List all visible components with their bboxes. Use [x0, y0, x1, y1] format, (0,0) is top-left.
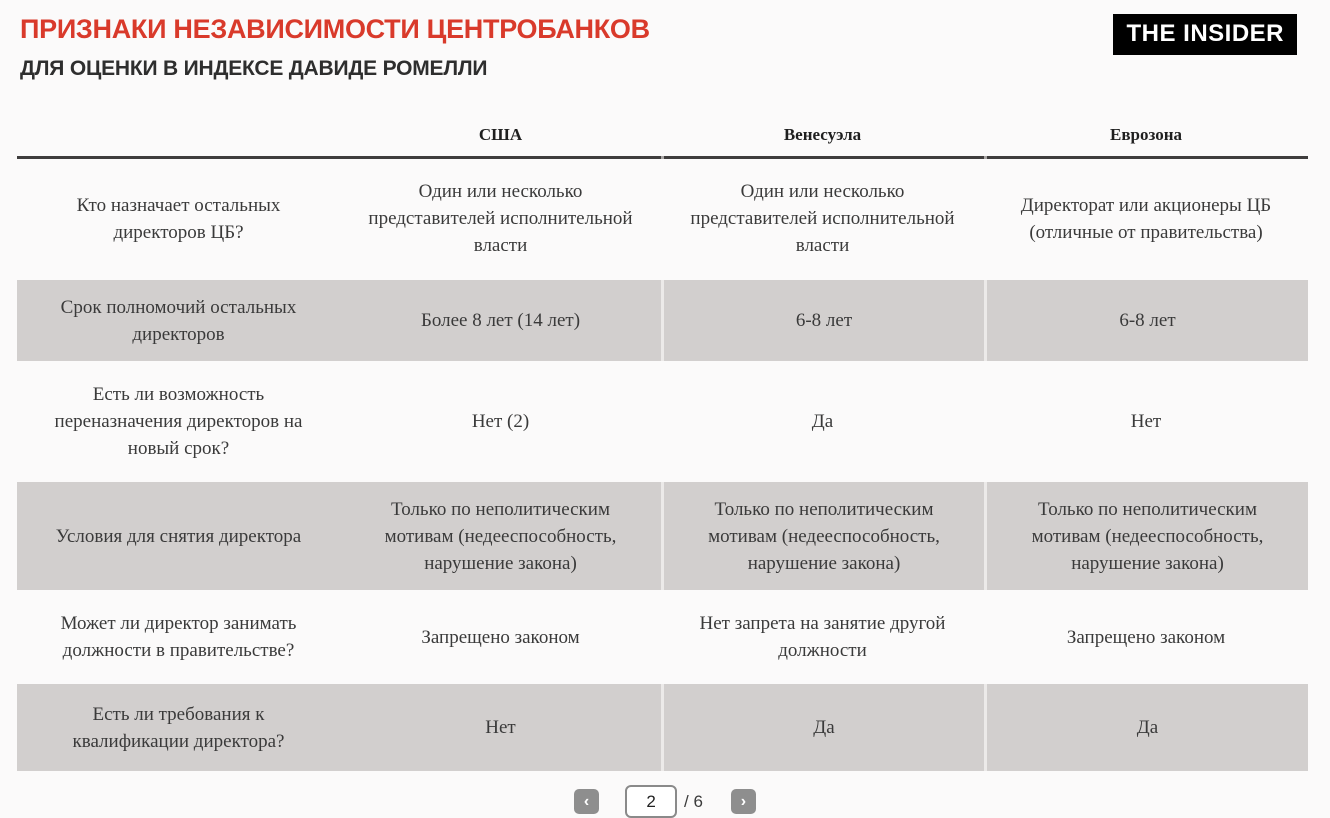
row-label: Кто назначает остальных директоров ЦБ?: [76, 194, 281, 243]
page-total-label: / 6: [684, 791, 703, 811]
column-header-venezuela: Венесуэла: [783, 124, 862, 144]
row-label: Есть ли возможность переназначения директоров на новый срок?: [54, 384, 303, 459]
column-header-eurozone: Еврозона: [1109, 124, 1182, 144]
cell-venezuela: Один или несколько представителей исполнительной власти: [690, 181, 955, 256]
header-rule: [17, 156, 1308, 159]
cell-usa: Нет: [485, 717, 516, 738]
title-block: [20, 14, 650, 81]
page-subtitle: ДЛЯ ОЦЕНКИ В ИНДЕКСЕ ДАВИДЕ РОМЕЛЛИ: [20, 57, 488, 80]
row-label: Срок полномочий остальных директоров: [60, 296, 297, 345]
cell-venezuela: Нет запрета на занятие другой должности: [699, 613, 946, 661]
cell-usa: Запрещено законом: [421, 626, 580, 648]
cell-venezuela: Только по неполитическим мотивам (недееспособность, нарушение закона): [661, 482, 984, 590]
next-page-button[interactable]: [731, 789, 756, 814]
cell-venezuela: Да: [811, 411, 834, 432]
column-header-usa: США: [478, 124, 523, 144]
cell-usa: Более 8 лет (14 лет): [420, 310, 581, 331]
prev-page-button[interactable]: [574, 789, 599, 814]
cell-venezuela: 6-8 лет: [661, 280, 984, 361]
cell-eurozone: Запрещено законом: [1066, 626, 1226, 648]
page-title: ПРИЗНАКИ НЕЗАВИСИМОСТИ ЦЕНТРОБАНКОВ: [20, 14, 650, 44]
cell-venezuela: Да: [661, 684, 984, 771]
table-row: [17, 592, 1308, 682]
page-header: [0, 0, 1330, 92]
row-label: Есть ли требования к квалификации директора?: [72, 703, 285, 752]
chevron-right-icon: ›: [740, 793, 747, 810]
comparison-table: [17, 112, 1308, 773]
table-row: [17, 363, 1308, 480]
table-header-row: [17, 112, 1308, 156]
table-row: [17, 682, 1308, 773]
cell-eurozone: Да: [984, 684, 1308, 771]
table-row: [17, 480, 1308, 592]
page-number-input[interactable]: [625, 785, 677, 818]
cell-usa: Нет (2): [471, 411, 530, 432]
cell-eurozone: Только по неполитическим мотивам (недееспособность, нарушение закона): [984, 482, 1308, 590]
cell-eurozone: Нет: [1130, 411, 1162, 432]
the-insider-logo: THE INSIDER: [1113, 14, 1297, 55]
row-label: Может ли директор занимать должности в правительстве?: [60, 613, 297, 661]
cell-eurozone: Директорат или акционеры ЦБ (отличные от правительства): [1020, 194, 1272, 243]
row-label: Условия для снятия директора: [55, 525, 302, 547]
table-row: [17, 159, 1308, 278]
cell-usa: Один или несколько представителей исполнительной власти: [368, 181, 633, 256]
cell-eurozone: 6-8 лет: [984, 280, 1308, 361]
pagination: [0, 785, 1330, 818]
table-row: [17, 278, 1308, 363]
chevron-left-icon: ‹: [583, 793, 590, 810]
cell-usa: Только по неполитическим мотивам (недееспособность, нарушение закона): [384, 498, 617, 574]
